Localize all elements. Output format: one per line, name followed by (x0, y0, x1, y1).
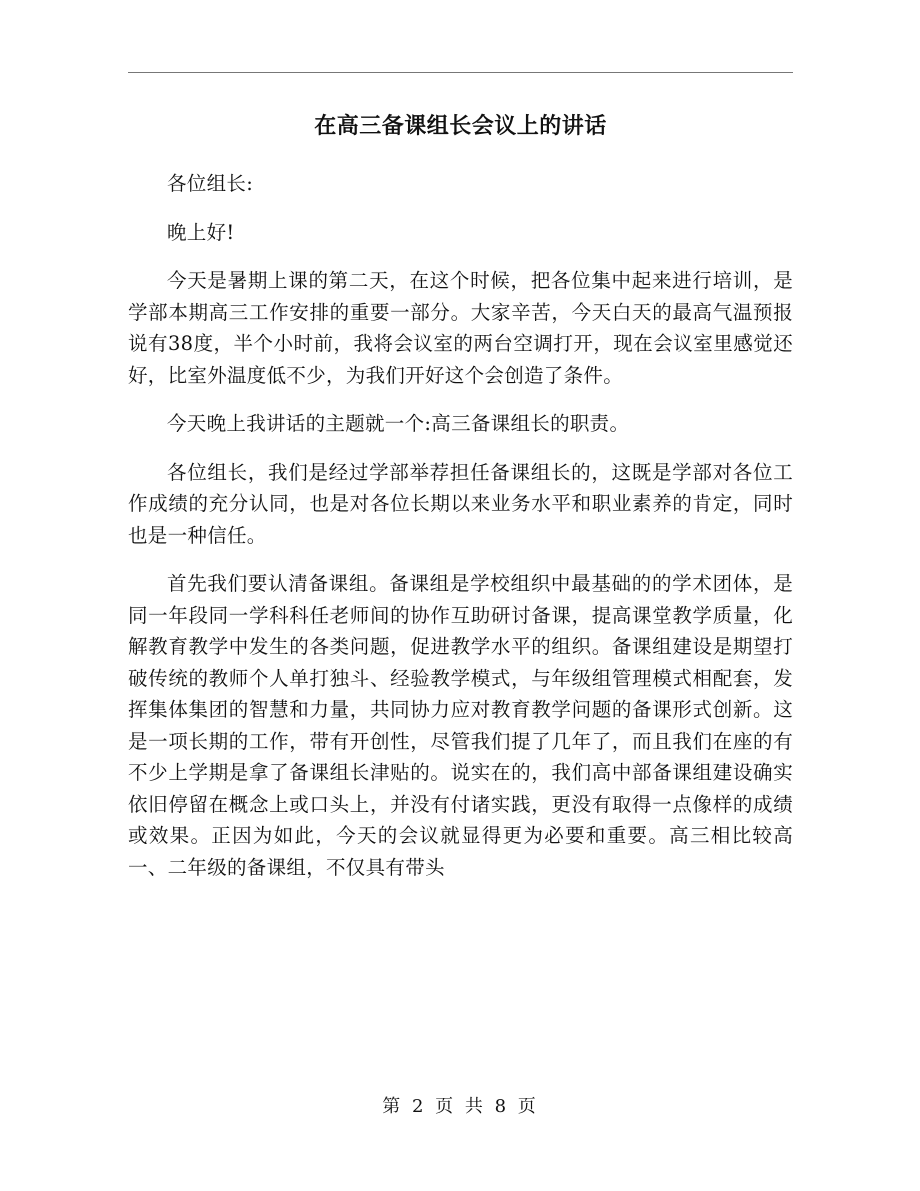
paragraph-recognition: 各位组长，我们是经过学部举荐担任备课组长的，这既是学部对各位工作成绩的充分认同，也是对各位长期以来业务水平和职业素养的肯定，同时也是一种信任。 (128, 460, 793, 547)
paragraph-greeting: 晚上好! (167, 220, 235, 244)
paragraph-opening: 今天是暑期上课的第二天，在这个时候，把各位集中起来进行培训，是学部本期高三工作安排的重要一部分。大家辛苦，今天白天的最高气温预报说有38度，半个小时前，我将会议室的两台空调打开，现在会议室里感觉还好，比室外温度低不少，为我们开好这个会创造了条件。 (128, 269, 793, 387)
paragraph-theme: 今天晚上我讲话的主题就一个:高三备课组长的职责。 (167, 412, 630, 435)
document-body (128, 168, 793, 900)
page-number: 第 2 页 共 8 页 (382, 1096, 539, 1117)
paragraph-salutation: 各位组长: (167, 172, 254, 195)
document-title: 在高三备课组长会议上的讲话 (314, 113, 607, 139)
paragraph-lesson-group: 首先我们要认清备课组。备课组是学校组织中最基础的的学术团体，是同一年段同一学科科任老师间的协作互助研讨备课，提高课堂教学质量，化解教育教学中发生的各类问题，促进教学水平的组织。备课组建设是期望打破传统的教师个人单打独斗、经验教学模式，与年级组管理模式相配套，发挥集体集团的智慧和力量，共同协力应对教育教学问题的备课形式创新。这是一项长期的工作，带有开创性，尽管我们提了几年了，而且我们在座的有不少上学期是拿了备课组长津贴的。说实在的，我们高中部备课组建设确实依旧停留在概念上或口头上，并没有付诸实践，更没有取得一点像样的成绩或效果。正因为如此，今天的会议就显得更为必要和重要。高三相比较高一、二年级的备课组，不仅具有带头 (128, 572, 793, 879)
header-divider (128, 72, 793, 73)
